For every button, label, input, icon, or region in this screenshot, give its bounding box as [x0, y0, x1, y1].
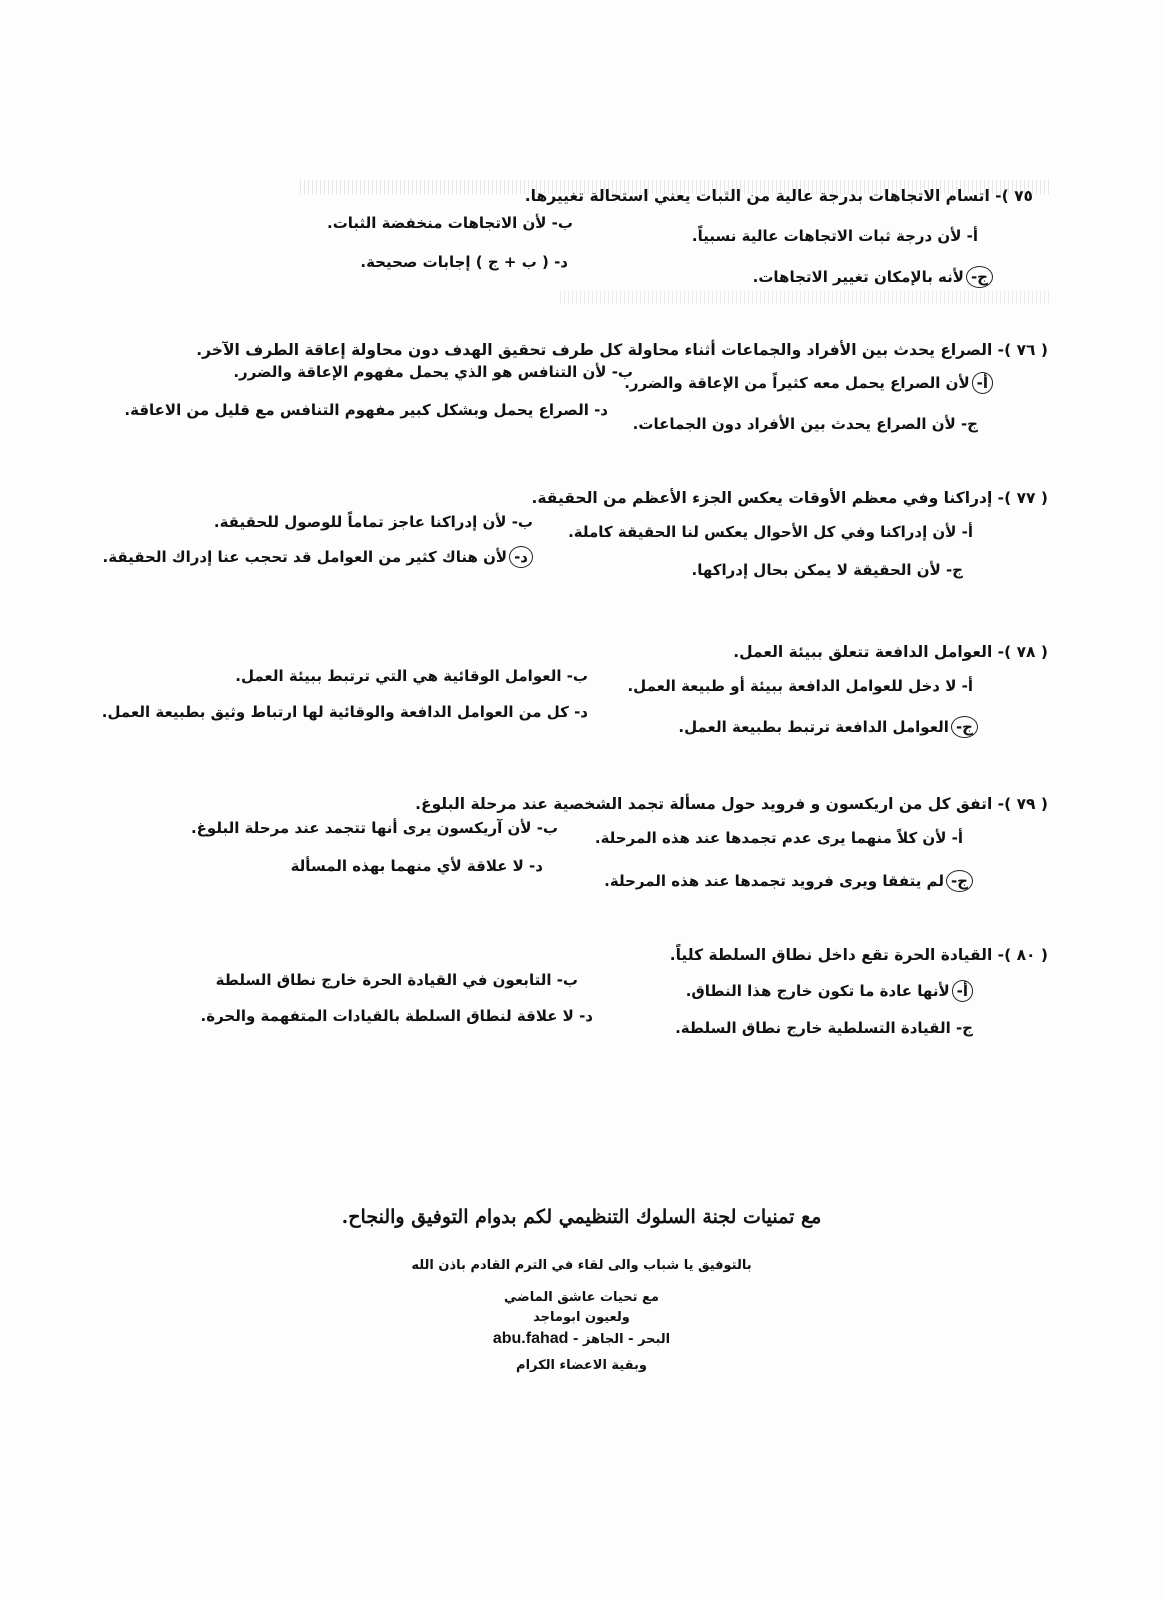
selected-answer-mark: د-	[509, 546, 533, 568]
option-b: ب- لأن التنافس هو الذي يحمل مفهوم الإعاقة والضرر.	[233, 363, 633, 381]
option-text: لأن هناك كثير من العوامل قد تحجب عنا إدراك الحقيقة.	[102, 548, 508, 566]
selected-answer-mark: أ-	[972, 372, 993, 394]
option-c: ج- لأن الصراع يحدث بين الأفراد دون الجماعات.	[632, 415, 978, 433]
selected-answer-mark: ج-	[951, 716, 978, 738]
question-stem: ( ٧٦ )- الصراع يحدث بين الأفراد والجماعات أثناء محاولة كل طرف تحقيق الهدف دون محاولة إعاقة الطرف الآخر.	[196, 341, 1048, 359]
option-d: د- لا علاقة لأي منهما بهذه المسألة	[290, 857, 543, 875]
footer-line: بالتوفيق يا شباب والى لقاء في الترم القادم باذن الله	[411, 1258, 752, 1273]
question-stem: ( ٧٨ )- العوامل الدافعة تتعلق ببيئة العمل.	[733, 643, 1048, 661]
selected-answer-mark: ج-	[946, 870, 973, 892]
option-c	[678, 716, 978, 738]
question-stem: ( ٨٠ )- القيادة الحرة تقع داخل نطاق السلطة كلياً.	[669, 946, 1048, 964]
option-b: ب- العوامل الوقائية هي التي ترتبط ببيئة العمل.	[235, 667, 588, 685]
footer-text: البحر - الجاهز -	[572, 1332, 671, 1347]
option-text: لم يتفقا ويرى فرويد تجمدها عند هذه المرحلة.	[604, 872, 944, 890]
selected-answer-mark: أ-	[952, 980, 973, 1002]
option-d: د- ( ب + ج ) إجابات صحيحة.	[360, 253, 568, 271]
closing-wishes: مع تمنيات لجنة السلوك التنظيمي لكم بدوام التوفيق والنجاح.	[341, 1206, 822, 1228]
option-b: ب- لأن الاتجاهات منخفضة الثبات.	[327, 214, 573, 232]
footer-line	[0, 1330, 1163, 1348]
option-text: لأن الصراع يحمل معه كثيراً من الإعاقة والضرر.	[624, 374, 970, 392]
option-d: د- الصراع يحمل وبشكل كبير مفهوم التنافس مع قليل من الاعاقة.	[124, 401, 608, 419]
option-d: د- لا علاقة لنطاق السلطة بالقيادات المتفهمة والحرة.	[200, 1007, 593, 1025]
footer-line: وبقية الاعضاء الكرام	[516, 1358, 647, 1373]
option-text: العوامل الدافعة ترتبط بطبيعة العمل.	[678, 718, 949, 736]
question-stem: ٧٥ )- اتسام الاتجاهات بدرجة عالية من الثبات يعني استحالة تغييرها.	[524, 187, 1033, 205]
selected-answer-mark: ج-	[966, 266, 993, 288]
option-c	[604, 870, 973, 892]
footer-line: مع تحيات عاشق الماضي	[504, 1290, 659, 1305]
option-c: ج- القيادة التسلطية خارج نطاق السلطة.	[675, 1019, 973, 1037]
author-handle: abu.fahad	[492, 1330, 569, 1347]
option-a: أ- لأن كلاً منهما يرى عدم تجمدها عند هذه المرحلة.	[594, 829, 963, 847]
question-stem: ( ٧٩ )- اتفق كل من اريكسون و فرويد حول مسألة تجمد الشخصية عند مرحلة البلوغ.	[415, 795, 1048, 813]
option-a: أ- لا دخل للعوامل الدافعة ببيئة أو طبيعة العمل.	[627, 677, 973, 695]
question-stem: ( ٧٧ )- إدراكنا وفي معظم الأوقات يعكس الجزء الأعظم من الحقيقة.	[531, 489, 1048, 507]
footer-line: ولعيون ابوماجد	[533, 1310, 630, 1325]
option-d: د- كل من العوامل الدافعة والوقائية لها ارتباط وثيق بطبيعة العمل.	[101, 703, 588, 721]
option-a: أ- لأن درجة ثبات الاتجاهات عالية نسبياً.	[691, 227, 978, 245]
option-text: لأنه بالإمكان تغيير الاتجاهات.	[752, 268, 964, 286]
option-a	[686, 980, 973, 1002]
option-b: ب- لأن إدراكنا عاجز تماماً للوصول للحقيقة.	[213, 513, 533, 531]
scan-noise	[560, 290, 1050, 304]
option-a: أ- لأن إدراكنا وفي كل الأحوال يعكس لنا الحقيقة كاملة.	[568, 523, 973, 541]
option-b: ب- لأن آريكسون يرى أنها تتجمد عند مرحلة البلوغ.	[190, 819, 558, 837]
option-a	[624, 372, 993, 394]
option-c	[753, 266, 993, 288]
option-text: لأنها عادة ما تكون خارج هذا النطاق.	[685, 982, 950, 1000]
option-b: ب- التابعون في القيادة الحرة خارج نطاق السلطة	[215, 971, 578, 989]
option-c: ج- لأن الحقيقة لا يمكن بحال إدراكها.	[691, 561, 963, 579]
option-d	[103, 546, 533, 568]
